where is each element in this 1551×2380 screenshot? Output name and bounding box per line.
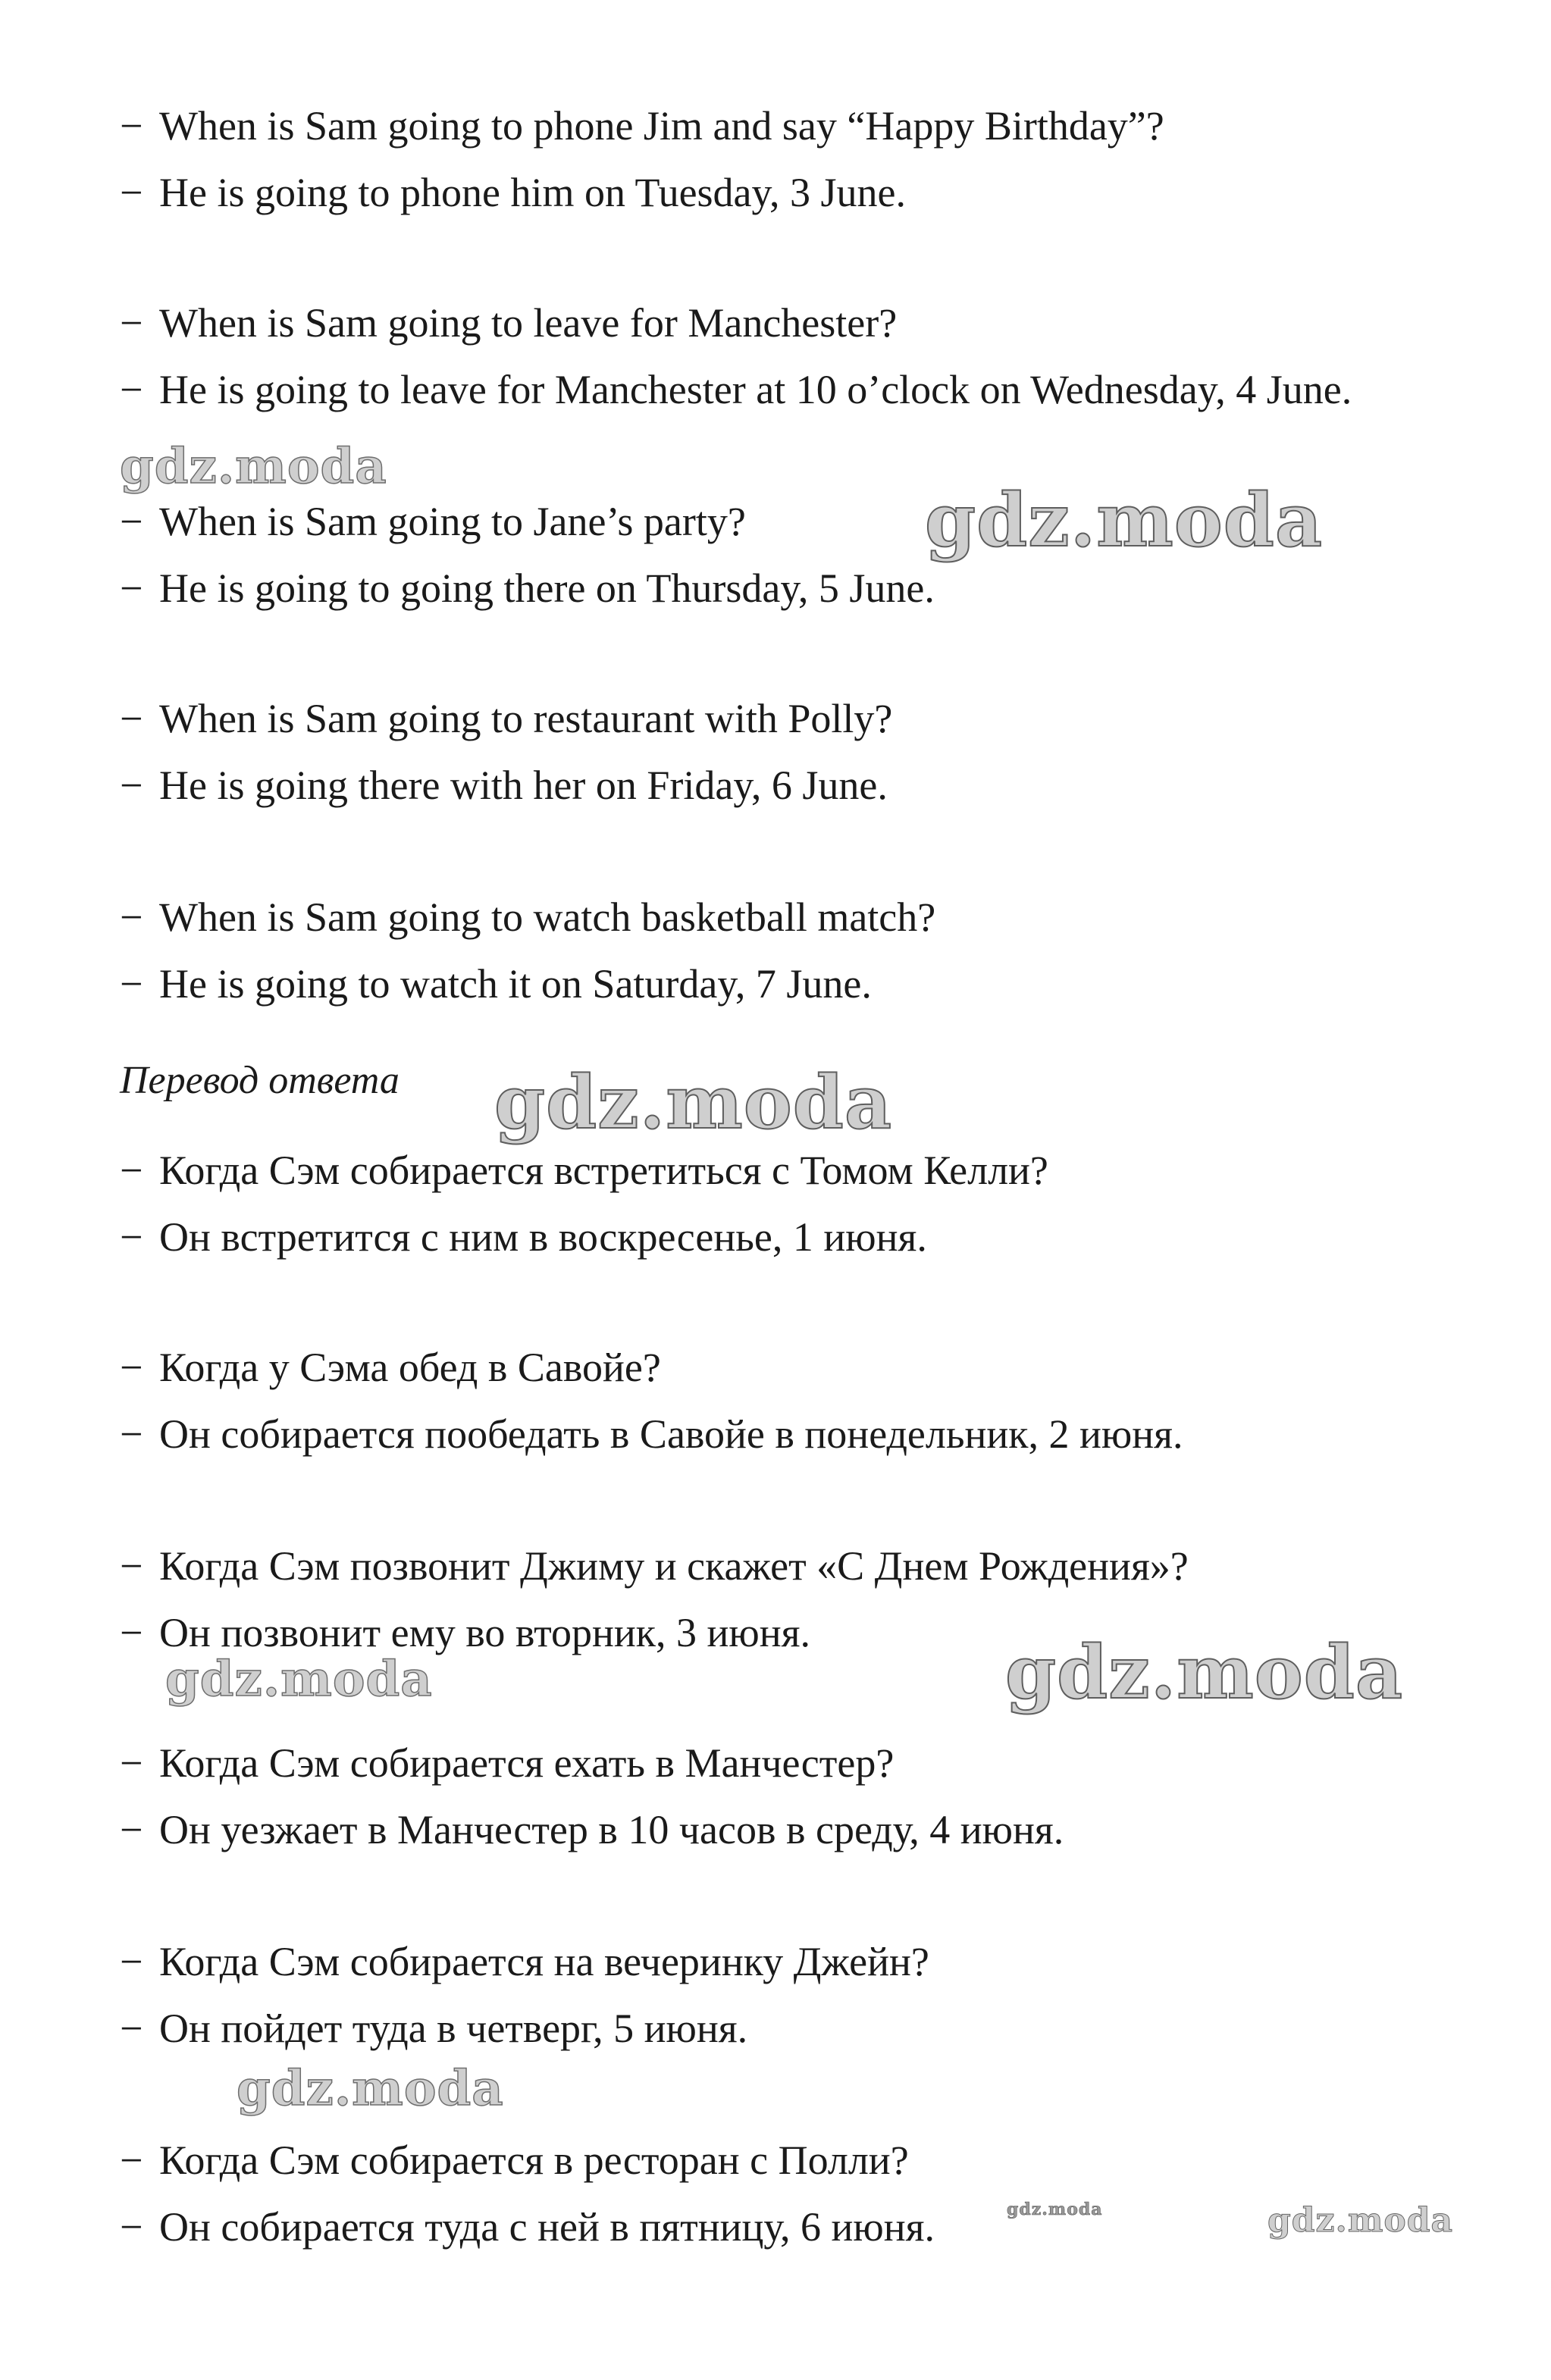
translation-heading: Перевод ответа (120, 1059, 400, 1102)
dialogue-question (120, 497, 746, 546)
dash: − (120, 170, 143, 215)
answer-text: Он пойдет туда в четверг, 5 июня. (159, 2006, 748, 2051)
answer-text: He is going to phone him on Tuesday, 3 June. (159, 170, 906, 215)
dialogue-question (120, 2136, 909, 2184)
question-text: Когда Сэм собирается в ресторан с Полли? (159, 2137, 909, 2183)
answer-text: He is going to leave for Manchester at 10 o’clock on Wednesday, 4 June. (159, 367, 1352, 412)
dash: − (120, 367, 143, 412)
question-text: Когда у Сэма обед в Савойе? (159, 1345, 661, 1390)
dash: − (120, 1345, 143, 1390)
question-text: When is Sam going to watch basketball match? (159, 894, 936, 940)
dialogue-answer (120, 168, 906, 217)
dash: − (120, 2204, 143, 2250)
question-text: When is Sam going to restaurant with Polly? (159, 696, 893, 741)
dialogue-answer (120, 761, 888, 810)
dialogue-question (120, 299, 897, 347)
dialogue-question (120, 1146, 1048, 1195)
dialogue-answer (120, 1213, 927, 1261)
dash: − (120, 1148, 143, 1193)
dialogue-question (120, 893, 935, 941)
answer-text: He is going there with her on Friday, 6 June. (159, 763, 888, 808)
question-text: When is Sam going to Jane’s party? (159, 499, 746, 544)
dialogue-answer (120, 960, 872, 1008)
watermark: gdz.moda (120, 438, 387, 495)
dash: − (120, 894, 143, 940)
question-text: Когда Сэм позвонит Джиму и скажет «С Днем Рождения»? (159, 1543, 1189, 1589)
dialogue-answer (120, 564, 935, 612)
watermark: gdz.moda (494, 1060, 893, 1145)
dialogue-question (120, 1739, 894, 1787)
dialogue-question (120, 1542, 1189, 1590)
dash: − (120, 696, 143, 741)
watermark: gdz.moda (1267, 2201, 1454, 2240)
dash: − (120, 1411, 143, 1457)
answer-text: Он уезжает в Манчестер в 10 часов в среду, 4 июня. (159, 1807, 1064, 1852)
watermark: gdz.moda (1007, 2200, 1103, 2219)
dialogue-answer (120, 1410, 1183, 1458)
dash: − (120, 763, 143, 808)
dash: − (120, 1214, 143, 1260)
answer-text: Он собирается пообедать в Савойе в понедельник, 2 июня. (159, 1411, 1183, 1457)
answer-text: Он встретится с ним в воскресенье, 1 июня. (159, 1214, 927, 1260)
dialogue-question (120, 694, 892, 743)
dash: − (120, 499, 143, 544)
answer-text: Он собирается туда с ней в пятницу, 6 июня. (159, 2204, 935, 2250)
dialogue-answer (120, 1805, 1064, 1854)
dash: − (120, 2006, 143, 2051)
dialogue-question (120, 1937, 929, 1986)
question-text: Когда Сэм собирается на вечеринку Джейн? (159, 1939, 929, 1984)
answer-text: Он позвонит ему во вторник, 3 июня. (159, 1610, 810, 1655)
dialogue-question (120, 1343, 661, 1392)
watermark: gdz.moda (1005, 1630, 1404, 1715)
answer-text: He is going to going there on Thursday, 5 June. (159, 565, 935, 611)
dash: − (120, 2137, 143, 2183)
dash: − (120, 961, 143, 1007)
dash: − (120, 103, 143, 149)
question-text: Когда Сэм собирается ехать в Манчестер? (159, 1740, 895, 1786)
question-text: Когда Сэм собирается встретиться с Томом Келли? (159, 1148, 1048, 1193)
dash: − (120, 1610, 143, 1655)
question-text: When is Sam going to leave for Manchester? (159, 300, 898, 346)
dash: − (120, 1939, 143, 1984)
dialogue-answer (120, 2004, 747, 2053)
dialogue-answer (120, 2203, 935, 2251)
watermark: gdz.moda (165, 1651, 433, 1708)
answer-text: He is going to watch it on Saturday, 7 June. (159, 961, 872, 1007)
dash: − (120, 300, 143, 346)
dialogue-answer (120, 1608, 810, 1657)
dialogue-answer (120, 365, 1352, 414)
question-text: When is Sam going to phone Jim and say “Happy Birthday”? (159, 103, 1164, 149)
watermark: gdz.moda (237, 2060, 504, 2117)
dash: − (120, 1807, 143, 1852)
dash: − (120, 1543, 143, 1589)
dash: − (120, 1740, 143, 1786)
dash: − (120, 565, 143, 611)
watermark: gdz.moda (925, 478, 1324, 563)
dialogue-question (120, 102, 1164, 150)
